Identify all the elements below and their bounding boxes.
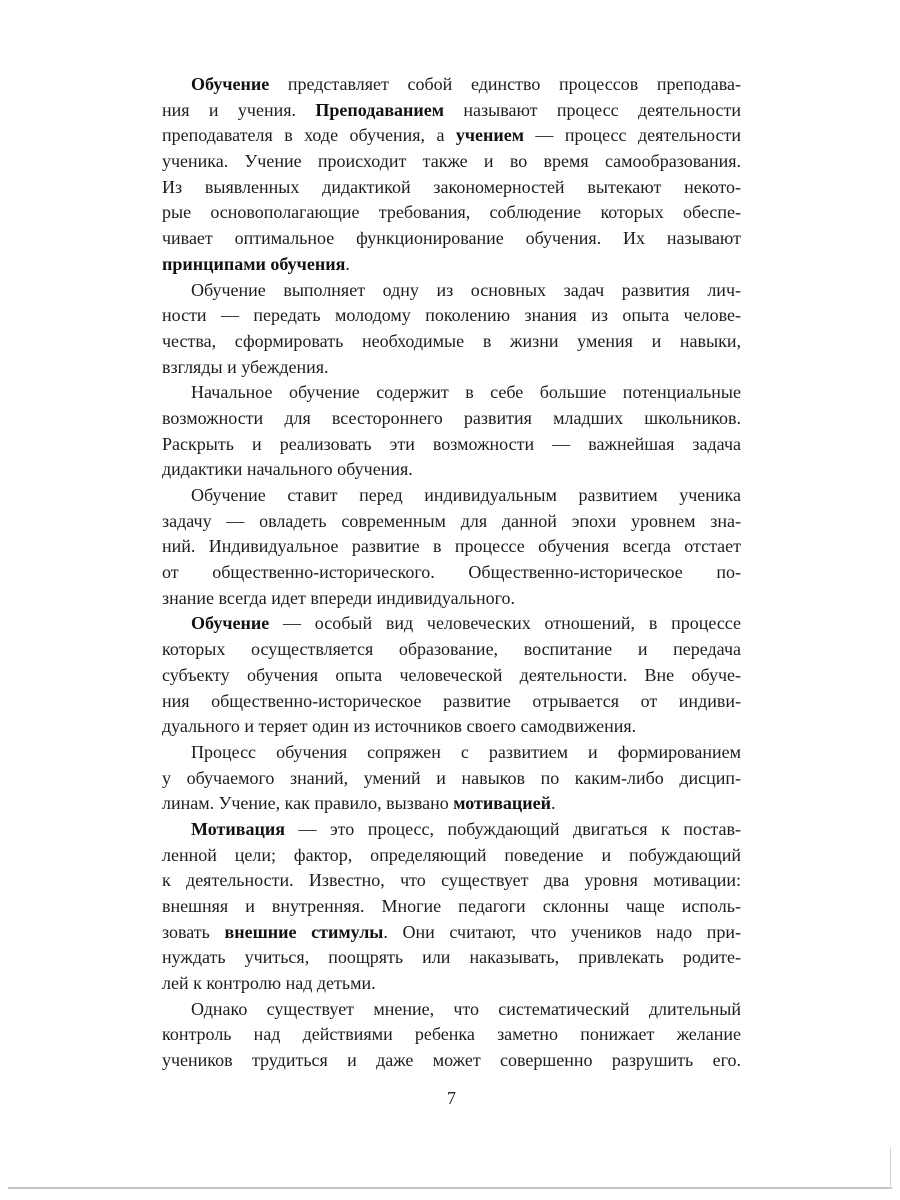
text-run: — процесс деятельности	[524, 125, 741, 146]
text-line	[162, 278, 741, 304]
text-run: субъекту обучения опыта человеческой деятельности. Вне обуче-	[162, 664, 741, 685]
text-line	[162, 817, 741, 843]
text-line	[162, 175, 741, 201]
page-number: 7	[447, 1088, 456, 1108]
text-line	[162, 149, 741, 175]
text-run: лей к контролю над детьми.	[162, 973, 376, 994]
text-run: дидактики начального обучения.	[162, 459, 413, 480]
text-line	[162, 509, 741, 535]
text-run: чивает оптимальное функционирование обучения. Их называют	[162, 228, 741, 249]
text-line	[162, 689, 741, 715]
text-run: . Они считают, что учеников надо при-	[383, 921, 741, 942]
text-run: задачу — овладеть современным для данной эпохи уровнем зна-	[162, 510, 741, 531]
text-run: дуального и теряет один из источников своего самодвижения.	[162, 716, 637, 737]
text-run: к деятельности. Известно, что существует два уровня мотивации:	[162, 870, 741, 891]
text-line	[162, 200, 741, 226]
bold-text-run: Преподаванием	[315, 99, 445, 120]
text-line	[162, 971, 741, 997]
text-run: зовать	[162, 921, 225, 942]
text-line	[162, 663, 741, 689]
text-run: Раскрыть и реализовать эти возможности — важнейшая задача	[162, 433, 741, 454]
text-run: ленной цели; фактор, определяющий поведение и побуждающий	[162, 844, 741, 865]
text-line	[162, 560, 741, 586]
bold-text-run: учением	[455, 125, 525, 146]
bold-text-run: Обучение	[191, 613, 270, 634]
text-line	[162, 945, 741, 971]
bold-text-run: мотивацией	[453, 793, 552, 814]
text-run: ученика. Учение происходит также и во время самообразования.	[162, 151, 741, 172]
text-run: .	[551, 793, 556, 814]
text-run: Однако существует мнение, что систематический длительный	[191, 998, 741, 1019]
text-run: ности — передать молодому поколению знания из опыта челове-	[162, 305, 741, 326]
text-run: ний. Индивидуальное развитие в процессе обучения всегда отстает	[162, 536, 741, 557]
text-line	[162, 1022, 741, 1048]
text-line	[162, 920, 741, 946]
bold-text-run: Обучение	[191, 74, 270, 94]
text-run: .	[345, 253, 350, 274]
text-run: представляет собой единство процессов преподава-	[269, 74, 741, 94]
text-run: рые основополагающие требования, соблюдение которых обеспе-	[162, 202, 741, 223]
text-run: знание всегда идет впереди индивидуального.	[162, 587, 516, 608]
text-line	[162, 252, 741, 278]
text-run: называют процесс деятельности	[444, 99, 741, 120]
text-run: — особый вид человеческих отношений, в процессе	[269, 613, 741, 634]
text-line	[162, 329, 741, 355]
text-line	[162, 766, 741, 792]
text-run: у обучаемого знаний, умений и навыков по каким-либо дисцип-	[162, 767, 741, 788]
text-run: Процесс обучения сопряжен с развитием и формированием	[191, 741, 741, 762]
text-run: преподавателя в ходе обучения, а	[162, 125, 456, 146]
text-line	[162, 303, 741, 329]
bold-text-run: внешние стимулы	[224, 921, 384, 942]
text-line	[162, 72, 741, 98]
text-run: Начальное обучение содержит в себе большие потенциальные	[191, 382, 741, 403]
text-run: Из выявленных дидактикой закономерностей вытекают некото-	[162, 176, 741, 197]
text-run: от общественно-исторического. Общественно-историческое по-	[162, 562, 741, 583]
text-run: учеников трудиться и даже может совершенно разрушить его.	[162, 1050, 741, 1071]
text-line	[162, 534, 741, 560]
text-line	[162, 226, 741, 252]
bold-text-run: Мотивация	[191, 818, 285, 839]
text-line	[162, 740, 741, 766]
text-block	[162, 72, 741, 1074]
text-line	[162, 123, 741, 149]
page-edge-right	[890, 1147, 891, 1189]
text-line	[162, 791, 741, 817]
text-run: нуждать учиться, поощрять или наказывать, привлекать родите-	[162, 947, 741, 968]
text-run: контроль над действиями ребенка заметно понижает желание	[162, 1024, 741, 1045]
text-line	[162, 406, 741, 432]
text-line	[162, 997, 741, 1023]
bold-text-run: принципами обучения	[162, 253, 346, 274]
text-line	[162, 637, 741, 663]
text-line	[162, 355, 741, 381]
text-line	[162, 611, 741, 637]
text-run: линам. Учение, как правило, вызвано	[162, 793, 454, 814]
text-line	[162, 1048, 741, 1074]
text-run: внешняя и внутренняя. Многие педагоги склонны чаще исполь-	[162, 896, 741, 916]
text-line	[162, 98, 741, 124]
text-run: возможности для всестороннего развития младших школьников.	[162, 407, 741, 428]
text-run: ния общественно-историческое развитие отрывается от индиви-	[162, 690, 741, 711]
text-line	[162, 868, 741, 894]
text-line	[162, 843, 741, 869]
text-run: которых осуществляется образование, воспитание и передача	[162, 639, 741, 660]
text-run: взгляды и убеждения.	[162, 356, 329, 377]
text-run: ния и учения.	[162, 99, 316, 120]
text-run: — это процесс, побуждающий двигаться к постав-	[284, 818, 741, 839]
text-line	[162, 457, 741, 483]
text-line	[162, 586, 741, 612]
text-line	[162, 894, 741, 920]
text-run: Обучение выполняет одну из основных задач развития лич-	[191, 279, 741, 300]
text-line	[162, 432, 741, 458]
text-line	[162, 483, 741, 509]
text-line	[162, 380, 741, 406]
page-edge-bottom	[8, 1187, 892, 1189]
text-run: чества, сформировать необходимые в жизни умения и навыки,	[162, 330, 741, 351]
text-line	[162, 714, 741, 740]
text-run: Обучение ставит перед индивидуальным развитием ученика	[191, 485, 741, 505]
